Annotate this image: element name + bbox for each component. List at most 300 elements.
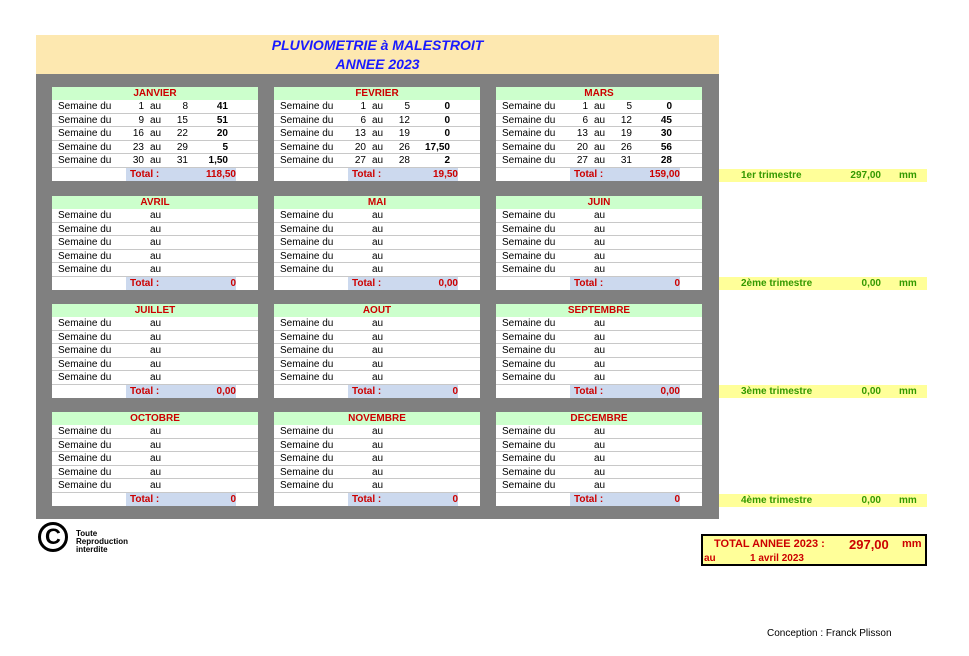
month-total-row (496, 385, 702, 398)
week-au: au (150, 453, 162, 464)
week-label: Semaine du (502, 345, 556, 356)
week-au: au (150, 141, 162, 153)
week-start: 27 (354, 155, 366, 166)
week-label: Semaine du (280, 318, 334, 329)
week-start: 6 (582, 114, 588, 126)
week-au: au (150, 210, 162, 221)
week-row (274, 223, 480, 237)
title-band (36, 35, 719, 74)
week-value: 56 (660, 141, 672, 153)
week-au: au (372, 466, 384, 478)
week-start: 20 (354, 141, 366, 153)
week-au: au (150, 358, 162, 370)
annual-total-box (701, 534, 927, 566)
page-title: PLUVIOMETRIE à MALESTROIT (271, 37, 484, 53)
week-au: au (594, 358, 606, 370)
week-value: 0 (444, 128, 450, 139)
week-au: au (594, 453, 606, 464)
month-total-cell (126, 493, 236, 506)
total-label: Total : (352, 168, 382, 180)
week-row (52, 479, 258, 493)
total-label: Total : (352, 493, 382, 505)
week-label: Semaine du (280, 155, 334, 166)
week-row (274, 127, 480, 141)
week-label: Semaine du (280, 345, 334, 356)
week-au: au (150, 223, 162, 235)
week-row (274, 479, 480, 493)
month-header: FEVRIER (274, 87, 480, 100)
week-end: 22 (176, 128, 188, 139)
month-block-mai (274, 196, 480, 290)
week-au: au (594, 480, 606, 491)
week-au: au (594, 318, 606, 329)
total-value: 0 (452, 493, 458, 505)
week-label: Semaine du (280, 237, 334, 248)
week-row (496, 127, 702, 141)
week-row (52, 371, 258, 385)
week-label: Semaine du (502, 318, 556, 329)
week-label: Semaine du (280, 439, 334, 451)
week-row (496, 371, 702, 385)
quarter-total-2 (719, 277, 927, 290)
week-label: Semaine du (58, 237, 112, 248)
week-label: Semaine du (58, 372, 112, 383)
month-header: NOVEMBRE (274, 412, 480, 425)
week-row (496, 331, 702, 345)
week-au: au (594, 223, 606, 235)
total-label: Total : (130, 168, 160, 180)
month-total-row (52, 493, 258, 506)
week-au: au (372, 114, 384, 126)
week-end: 29 (176, 141, 188, 153)
week-end: 12 (620, 114, 632, 126)
week-row (274, 236, 480, 250)
week-row (496, 223, 702, 237)
week-au: au (372, 237, 384, 248)
month-header: JANVIER (52, 87, 258, 100)
week-value: 45 (660, 114, 672, 126)
week-row (52, 141, 258, 155)
quarter-unit: mm (899, 386, 917, 397)
week-label: Semaine du (502, 480, 556, 491)
page-subtitle: ANNEE 2023 (335, 56, 420, 72)
month-total-cell (570, 277, 680, 290)
annual-total-value: 297,00 (849, 537, 889, 552)
week-au: au (594, 155, 606, 166)
annual-au-label: au (704, 553, 716, 564)
total-label: Total : (130, 385, 160, 397)
credit-text: Conception : Franck Plisson (767, 628, 892, 639)
week-au: au (594, 250, 606, 262)
week-end: 26 (398, 141, 410, 153)
annual-total-unit: mm (902, 538, 922, 550)
week-label: Semaine du (280, 101, 334, 112)
week-row (52, 425, 258, 439)
week-au: au (150, 250, 162, 262)
month-total-row (496, 493, 702, 506)
month-block-janvier (52, 87, 258, 181)
week-end: 8 (182, 101, 188, 112)
month-total-cell (126, 385, 236, 398)
quarter-unit: mm (899, 495, 917, 506)
week-row (496, 141, 702, 155)
total-label: Total : (574, 385, 604, 397)
week-label: Semaine du (502, 439, 556, 451)
month-total-cell (348, 493, 458, 506)
week-label: Semaine du (58, 250, 112, 262)
total-value: 0,00 (660, 385, 680, 397)
month-total-cell (570, 168, 680, 181)
week-row (52, 452, 258, 466)
week-label: Semaine du (280, 223, 334, 235)
week-row (274, 452, 480, 466)
week-au: au (594, 439, 606, 451)
week-au: au (594, 372, 606, 383)
week-end: 19 (398, 128, 410, 139)
quarter-label: 1er trimestre (741, 170, 802, 181)
week-au: au (150, 439, 162, 451)
week-au: au (372, 250, 384, 262)
week-au: au (150, 128, 162, 139)
week-label: Semaine du (502, 101, 556, 112)
quarter-total-4 (719, 494, 927, 507)
week-row (274, 263, 480, 277)
week-value: 30 (660, 128, 672, 139)
week-label: Semaine du (502, 223, 556, 235)
week-au: au (594, 331, 606, 343)
week-label: Semaine du (280, 453, 334, 464)
week-start: 27 (576, 155, 588, 166)
week-row (274, 114, 480, 128)
week-value: 0 (666, 101, 672, 112)
week-label: Semaine du (58, 466, 112, 478)
week-row (496, 479, 702, 493)
week-start: 30 (132, 155, 144, 166)
week-start: 13 (576, 128, 588, 139)
week-row (274, 466, 480, 480)
week-row (496, 344, 702, 358)
total-label: Total : (130, 277, 160, 289)
week-label: Semaine du (58, 345, 112, 356)
week-au: au (372, 128, 384, 139)
week-end: 28 (398, 155, 410, 166)
month-total-row (274, 493, 480, 506)
week-end: 15 (176, 114, 188, 126)
week-label: Semaine du (502, 331, 556, 343)
week-row (52, 223, 258, 237)
week-row (52, 209, 258, 223)
week-row (496, 358, 702, 372)
total-label: Total : (352, 277, 382, 289)
week-end: 31 (620, 155, 632, 166)
total-value: 0,00 (438, 277, 458, 289)
month-total-row (52, 277, 258, 290)
month-header: OCTOBRE (52, 412, 258, 425)
week-au: au (150, 466, 162, 478)
week-row (52, 358, 258, 372)
week-row (274, 317, 480, 331)
week-start: 20 (576, 141, 588, 153)
week-value: 1,50 (208, 155, 228, 166)
month-block-novembre (274, 412, 480, 506)
week-value: 51 (216, 114, 228, 126)
week-au: au (372, 358, 384, 370)
week-end: 5 (626, 101, 632, 112)
copyright-line: Toute (76, 529, 98, 538)
week-au: au (150, 155, 162, 166)
week-end: 12 (398, 114, 410, 126)
week-label: Semaine du (280, 480, 334, 491)
quarter-label: 2ème trimestre (741, 278, 813, 289)
week-au: au (372, 453, 384, 464)
week-label: Semaine du (58, 101, 112, 112)
week-start: 1 (582, 101, 588, 112)
week-label: Semaine du (502, 128, 556, 139)
quarter-value: 0,00 (861, 278, 881, 289)
week-row (274, 358, 480, 372)
week-value: 5 (222, 141, 228, 153)
week-label: Semaine du (58, 155, 112, 166)
week-label: Semaine du (502, 372, 556, 383)
week-label: Semaine du (280, 141, 334, 153)
week-label: Semaine du (58, 318, 112, 329)
week-start: 16 (132, 128, 144, 139)
week-row (52, 466, 258, 480)
week-au: au (150, 318, 162, 329)
week-label: Semaine du (58, 480, 112, 491)
week-row (274, 250, 480, 264)
week-value: 28 (660, 155, 672, 166)
week-start: 1 (138, 101, 144, 112)
month-total-cell (348, 277, 458, 290)
week-label: Semaine du (58, 141, 112, 153)
week-label: Semaine du (502, 114, 556, 126)
month-header: JUIN (496, 196, 702, 209)
week-label: Semaine du (58, 114, 112, 126)
month-block-septembre (496, 304, 702, 398)
week-label: Semaine du (280, 128, 334, 139)
week-row (274, 425, 480, 439)
month-header: AVRIL (52, 196, 258, 209)
week-label: Semaine du (280, 426, 334, 437)
week-label: Semaine du (502, 155, 556, 166)
quarter-value: 0,00 (861, 495, 881, 506)
week-au: au (372, 372, 384, 383)
month-block-aout (274, 304, 480, 398)
week-row (52, 331, 258, 345)
month-header: SEPTEMBRE (496, 304, 702, 317)
week-label: Semaine du (58, 358, 112, 370)
week-row (274, 141, 480, 155)
week-label: Semaine du (280, 250, 334, 262)
week-row (496, 209, 702, 223)
week-au: au (150, 237, 162, 248)
week-row (496, 263, 702, 277)
week-row (52, 317, 258, 331)
week-label: Semaine du (58, 426, 112, 437)
total-value: 0,00 (216, 385, 236, 397)
week-value: 0 (444, 114, 450, 126)
week-label: Semaine du (502, 358, 556, 370)
week-row (496, 439, 702, 453)
total-value: 19,50 (432, 168, 458, 180)
month-block-juillet (52, 304, 258, 398)
week-label: Semaine du (502, 210, 556, 221)
week-au: au (594, 210, 606, 221)
week-label: Semaine du (280, 372, 334, 383)
week-row (52, 236, 258, 250)
copyright-text (76, 530, 136, 554)
week-au: au (372, 155, 384, 166)
month-header: DECEMBRE (496, 412, 702, 425)
quarter-total-1 (719, 169, 927, 182)
month-block-avril (52, 196, 258, 290)
month-header: MAI (274, 196, 480, 209)
month-total-cell (570, 385, 680, 398)
week-row (496, 466, 702, 480)
month-block-octobre (52, 412, 258, 506)
week-row (52, 154, 258, 168)
week-label: Semaine du (502, 250, 556, 262)
copyright-line: Reproduction (76, 537, 128, 546)
week-row (496, 317, 702, 331)
month-total-row (496, 277, 702, 290)
week-label: Semaine du (502, 264, 556, 275)
week-label: Semaine du (280, 210, 334, 221)
week-au: au (150, 480, 162, 491)
week-start: 6 (360, 114, 366, 126)
week-label: Semaine du (58, 210, 112, 221)
week-label: Semaine du (502, 453, 556, 464)
week-row (274, 209, 480, 223)
week-au: au (150, 345, 162, 356)
total-value: 0 (230, 277, 236, 289)
month-total-cell (348, 385, 458, 398)
week-au: au (372, 480, 384, 491)
week-end: 19 (620, 128, 632, 139)
week-au: au (372, 439, 384, 451)
month-header: JUILLET (52, 304, 258, 317)
total-value: 0 (230, 493, 236, 505)
week-value: 20 (216, 128, 228, 139)
week-row (274, 439, 480, 453)
month-total-row (274, 277, 480, 290)
quarter-value: 297,00 (850, 170, 881, 181)
week-label: Semaine du (58, 223, 112, 235)
total-label: Total : (352, 385, 382, 397)
month-block-fevrier (274, 87, 480, 181)
month-total-row (496, 168, 702, 181)
week-row (52, 263, 258, 277)
week-row (496, 236, 702, 250)
week-label: Semaine du (502, 466, 556, 478)
week-au: au (372, 264, 384, 275)
total-value: 0 (674, 277, 680, 289)
week-value: 17,50 (424, 141, 450, 153)
total-label: Total : (574, 168, 604, 180)
week-au: au (594, 101, 606, 112)
week-au: au (594, 114, 606, 126)
week-value: 2 (444, 155, 450, 166)
week-au: au (372, 141, 384, 153)
week-row (52, 114, 258, 128)
week-row (274, 154, 480, 168)
week-au: au (150, 331, 162, 343)
week-start: 9 (138, 114, 144, 126)
week-au: au (594, 426, 606, 437)
week-label: Semaine du (280, 358, 334, 370)
week-end: 31 (176, 155, 188, 166)
month-block-juin (496, 196, 702, 290)
week-au: au (150, 426, 162, 437)
week-row (496, 452, 702, 466)
week-row (52, 344, 258, 358)
annual-total-label: TOTAL ANNEE 2023 : (714, 538, 825, 550)
month-header: AOUT (274, 304, 480, 317)
annual-date: 1 avril 2023 (750, 553, 804, 564)
week-start: 23 (132, 141, 144, 153)
week-row (274, 371, 480, 385)
week-row (274, 331, 480, 345)
copyright-icon: C (38, 522, 68, 552)
week-label: Semaine du (502, 426, 556, 437)
month-total-cell (126, 277, 236, 290)
quarter-unit: mm (899, 278, 917, 289)
month-block-mars (496, 87, 702, 181)
week-au: au (372, 101, 384, 112)
total-value: 159,00 (649, 168, 680, 180)
week-au: au (150, 101, 162, 112)
week-row (496, 154, 702, 168)
week-label: Semaine du (280, 264, 334, 275)
week-label: Semaine du (280, 331, 334, 343)
week-au: au (372, 318, 384, 329)
week-au: au (372, 210, 384, 221)
week-au: au (594, 466, 606, 478)
month-total-row (52, 168, 258, 181)
quarter-value: 0,00 (861, 386, 881, 397)
month-total-row (274, 168, 480, 181)
week-au: au (372, 223, 384, 235)
week-label: Semaine du (280, 466, 334, 478)
quarter-total-3 (719, 385, 927, 398)
week-row (496, 114, 702, 128)
week-start: 13 (354, 128, 366, 139)
week-row (52, 250, 258, 264)
week-label: Semaine du (58, 453, 112, 464)
week-label: Semaine du (502, 141, 556, 153)
total-label: Total : (574, 277, 604, 289)
total-value: 0 (674, 493, 680, 505)
week-au: au (372, 345, 384, 356)
week-row (274, 100, 480, 114)
week-start: 1 (360, 101, 366, 112)
week-row (52, 439, 258, 453)
week-row (496, 250, 702, 264)
week-au: au (594, 345, 606, 356)
week-au: au (594, 141, 606, 153)
total-label: Total : (574, 493, 604, 505)
week-au: au (594, 237, 606, 248)
week-value: 41 (216, 101, 228, 112)
week-value: 0 (444, 101, 450, 112)
week-label: Semaine du (280, 114, 334, 126)
copyright-line: interdite (76, 545, 108, 554)
week-end: 26 (620, 141, 632, 153)
month-header: MARS (496, 87, 702, 100)
week-row (52, 100, 258, 114)
quarter-label: 4ème trimestre (741, 495, 813, 506)
